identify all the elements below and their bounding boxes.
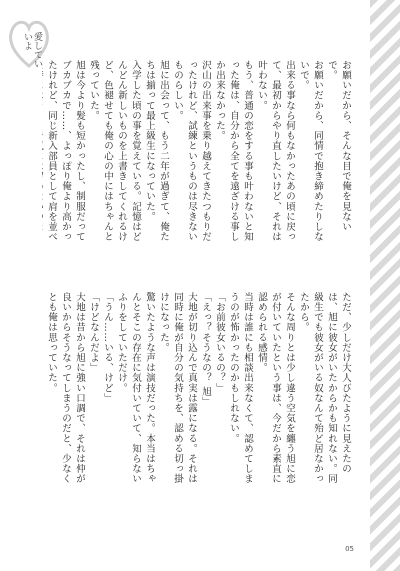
decorative-stripe-border — [370, 0, 400, 571]
paragraph: 入学した頃の事を覚えている。記憶はどんどん新しいものを上書きしてくれるけど、色褪せても俺の心の中にはちゃんと残っていた。 — [88, 60, 141, 242]
paragraph: 旭は今より髪も短かったし、制服だってブカブカで……、よっぽり俺より高かったけれど、同じ新入部員として肩を並べ — [46, 60, 85, 242]
logo-char: い — [22, 32, 32, 41]
logo-char: よ — [22, 41, 32, 50]
paragraph: 旭に出会って、もう二年が過ぎて、俺たちは揃って最上級生になっていた。 — [144, 60, 169, 242]
text-column-bottom — [42, 292, 352, 492]
paragraph: 大地が切り込んで真実は露になる。それは同時に俺が自分の気持ちを、認める切っ掛けになった。 — [158, 292, 197, 484]
paragraph: お願いだから、同情で抱き締めたりしないで。 — [298, 60, 323, 242]
paragraph: 大地は昔から旭に強い口調で、それは仲が良いからそうなってしまうのだと、少なくとも俺は思っていた。 — [46, 292, 85, 484]
dialogue-line: 「うん……いる、けど」 — [102, 292, 113, 404]
paragraph: 当時は誰にも相談出来なくて、認めてしまうのが怖かったのかもしれない。 — [228, 292, 253, 484]
paragraph: もう、普通の恋をする事も叶わないと知った俺は、自分から全てを遠ざける事しか出来なかった。 — [214, 60, 253, 242]
logo-text — [24, 32, 42, 72]
paragraph: 驚いたような声は演技だった。本当はちゃんとそこの存在に気付いていて、知らないふりをしていただけ。 — [116, 292, 155, 484]
logo-char: 愛 — [32, 32, 42, 41]
logo-char: し — [32, 41, 42, 50]
paragraph: 出来る事なら何もなかったあの頃に戻って、最初からやり直したいけど、それは叶わない。 — [256, 60, 295, 242]
paragraph: お願いだから、そんな目で俺を見ないで。 — [326, 60, 351, 232]
page-number: 05 — [345, 545, 354, 553]
dialogue-line: 「けどなんだよ」 — [88, 292, 99, 373]
dialogue-line: 「えっ？そうなの？ 旭」 — [200, 292, 211, 407]
logo-char: い — [32, 59, 42, 68]
paragraph: そんな周りとは少し違う空気を纏う旭に恋が付いていたという事は、今だから素直に認められる感情。 — [256, 292, 295, 484]
dialogue-line: 「お前彼女いるの？」 — [214, 292, 225, 393]
text-column-top — [42, 60, 352, 250]
paragraph: ただ、少しだけ大人びたように見えたのは、旭に彼女がいたからかも知れない。同級生でも彼女がいる奴なんて殆ど居なかったから。 — [298, 292, 351, 484]
paragraph: 沢山の出来事を乗り越えてきたつもりだったけれど、試練というものは尽きないものらしい。 — [172, 60, 211, 242]
logo-char: て — [32, 50, 42, 59]
